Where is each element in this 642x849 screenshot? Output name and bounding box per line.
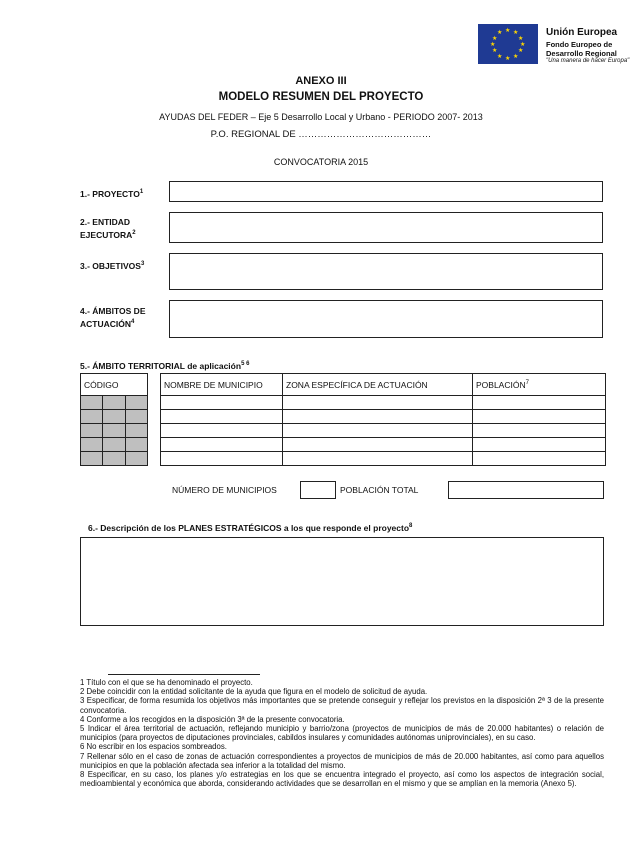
star-icon: ★ xyxy=(505,56,511,62)
zona-cell[interactable] xyxy=(283,438,473,452)
code-cell-shaded xyxy=(125,424,147,438)
eu-fund-name xyxy=(546,40,617,58)
poblacion-cell[interactable] xyxy=(473,396,606,410)
entidad-field[interactable] xyxy=(169,212,603,243)
territorial-title xyxy=(80,359,249,372)
footnote: 1 Título con el que se ha denominado el proyecto. xyxy=(80,678,253,687)
ambitos-label-line: 4.- ÁMBITOS DE xyxy=(80,306,146,316)
entidad-label xyxy=(80,217,136,241)
objetivos-label xyxy=(80,259,144,272)
zona-cell[interactable] xyxy=(283,452,473,466)
municipio-cell[interactable] xyxy=(161,452,283,466)
code-cell-shaded xyxy=(103,410,125,424)
proyecto-label xyxy=(80,187,143,200)
col-header-poblacion-text: POBLACIÓN xyxy=(476,379,526,390)
poblacion-cell[interactable] xyxy=(473,452,606,466)
table-row xyxy=(81,410,606,424)
poblacion-total-field[interactable] xyxy=(448,481,604,499)
program-line: AYUDAS DEL FEDER – Eje 5 Desarrollo Local y Urbano - PERIODO 2007- 2013 xyxy=(159,112,483,122)
star-icon: ★ xyxy=(518,48,524,54)
table-row xyxy=(81,424,606,438)
star-icon: ★ xyxy=(520,42,526,48)
footnote-separator xyxy=(108,674,260,675)
code-cell-shaded xyxy=(103,452,125,466)
footnote-ref: 7 xyxy=(525,379,529,386)
star-icon: ★ xyxy=(497,30,503,36)
footnote-ref: 2 xyxy=(132,230,136,236)
ambitos-label xyxy=(80,306,146,330)
poblacion-total-label: POBLACIÓN TOTAL xyxy=(340,485,419,495)
footnote-ref: 8 xyxy=(409,523,413,529)
table-row xyxy=(81,452,606,466)
table-gap xyxy=(148,410,161,424)
zona-cell[interactable] xyxy=(283,396,473,410)
table-row xyxy=(81,396,606,410)
footnote: 7 Rellenar sólo en el caso de zonas de actuación correspondientes a proyectos de municipios de más de 20.000 habitantes, así como para aquellos municipios en que la población afectada sea inferior a la totalidad del mismo. xyxy=(80,751,604,770)
table-gap xyxy=(148,396,161,410)
code-cell-shaded xyxy=(81,438,103,452)
star-icon: ★ xyxy=(518,36,524,42)
star-icon: ★ xyxy=(490,42,496,48)
poblacion-cell[interactable] xyxy=(473,410,606,424)
footnote: 4 Conforme a los recogidos en la disposición 3ª de la presente convocatoria. xyxy=(80,714,345,724)
table-gap xyxy=(148,452,161,466)
footnotes xyxy=(80,678,604,788)
code-cell-shaded xyxy=(81,410,103,424)
code-cell-shaded xyxy=(125,396,147,410)
col-header-codigo: CÓDIGO xyxy=(81,374,148,396)
star-icon: ★ xyxy=(497,54,503,60)
code-cell-shaded xyxy=(125,410,147,424)
territorial-title-text: 5.- ÁMBITO TERRITORIAL de aplicación xyxy=(80,360,242,371)
star-icon: ★ xyxy=(505,28,511,34)
num-municipios-field[interactable] xyxy=(300,481,336,499)
footnote-ref: 1 xyxy=(139,189,144,195)
col-header-poblacion xyxy=(473,374,606,396)
zona-cell[interactable] xyxy=(283,410,473,424)
table-gap xyxy=(148,374,161,396)
table-header-row xyxy=(81,374,606,396)
municipio-cell[interactable] xyxy=(161,396,283,410)
eu-motto: "Una manera de hacer Europa" xyxy=(546,58,630,64)
municipio-cell[interactable] xyxy=(161,410,283,424)
footnote: 5 Indicar el área territorial de actuación, reflejando municipio y barrio/zona (proyectos de municipios de más de 20.000 habitantes) o relación de municipios (para proyectos de diputaciones provinciales, cabildos insulares y comunidades autónomas uniprovinciales), en su caso. xyxy=(80,724,604,743)
code-cell-shaded xyxy=(103,424,125,438)
star-icon: ★ xyxy=(492,48,498,54)
code-cell-shaded xyxy=(125,452,147,466)
planes-title xyxy=(88,521,412,534)
planes-title-text: 6.- Descripción de los PLANES ESTRATÉGICOS a los que responde el proyecto xyxy=(88,522,410,533)
proyecto-field[interactable] xyxy=(169,181,603,202)
table-gap xyxy=(148,438,161,452)
footnote: 2 Debe coincidir con la entidad solicitante de la ayuda que figura en el modelo de solicitud de ayuda. xyxy=(80,687,428,697)
proyecto-label-text: 1.- PROYECTO xyxy=(80,188,140,199)
eu-fund-line: Fondo Europeo de xyxy=(546,40,613,49)
ambitos-label-line: ACTUACIÓN xyxy=(80,318,131,329)
planes-field[interactable] xyxy=(80,537,604,626)
star-icon: ★ xyxy=(492,36,498,42)
col-header-municipio: NOMBRE DE MUNICIPIO xyxy=(161,374,283,396)
poblacion-cell[interactable] xyxy=(473,424,606,438)
zona-cell[interactable] xyxy=(283,424,473,438)
footnote-ref: 4 xyxy=(131,319,135,325)
territorial-table xyxy=(80,373,606,466)
eu-fund-line: Desarrollo Regional xyxy=(546,49,617,58)
entidad-label-line: EJECUTORA xyxy=(80,229,133,240)
table-gap xyxy=(148,424,161,438)
objetivos-label-text: 3.- OBJETIVOS xyxy=(80,260,141,271)
num-municipios-label: NÚMERO DE MUNICIPIOS xyxy=(172,485,277,495)
code-cell-shaded xyxy=(81,424,103,438)
footnote: 8 Especificar, en su caso, los planes y/o estrategias en los que se encuentra integrado el proyecto, así como los aspectos de integración social, medioambiental y económica que aborda, considerando actividades que se desarrollan en el mismo y que se amplían en la memoria (Anexo 5). xyxy=(80,770,604,789)
annex-label: ANEXO III xyxy=(295,75,347,87)
code-cell-shaded xyxy=(103,438,125,452)
footnote: 3 Especificar, de forma resumida los objetivos más importantes que se pretende conseguir y reflejar los previstos en la disposición 2ª 3 de la presente convocatoria. xyxy=(80,696,604,715)
poblacion-cell[interactable] xyxy=(473,438,606,452)
code-cell-shaded xyxy=(81,452,103,466)
star-icon: ★ xyxy=(513,54,519,60)
footnote: 6 No escribir en los espacios sombreados. xyxy=(80,742,227,752)
code-cell-shaded xyxy=(81,396,103,410)
page-title: MODELO RESUMEN DEL PROYECTO xyxy=(218,91,424,103)
municipio-cell[interactable] xyxy=(161,424,283,438)
code-cell-shaded xyxy=(125,438,147,452)
table-row xyxy=(81,438,606,452)
col-header-zona: ZONA ESPECÍFICA DE ACTUACIÓN xyxy=(283,374,473,396)
entidad-label-line: 2.- ENTIDAD xyxy=(80,217,131,227)
footnote-ref: 5 6 xyxy=(241,361,250,367)
star-icon: ★ xyxy=(513,30,519,36)
ambitos-field[interactable] xyxy=(169,300,603,338)
code-cell-shaded xyxy=(103,396,125,410)
regional-line: P.O. REGIONAL DE …………………………………… xyxy=(210,129,432,140)
eu-flag-icon xyxy=(478,24,538,64)
objetivos-field[interactable] xyxy=(169,253,603,290)
municipio-cell[interactable] xyxy=(161,438,283,452)
eu-brand: Unión Europea xyxy=(546,27,618,38)
footnote-ref: 3 xyxy=(140,261,145,267)
convocatoria: CONVOCATORIA 2015 xyxy=(273,157,369,167)
